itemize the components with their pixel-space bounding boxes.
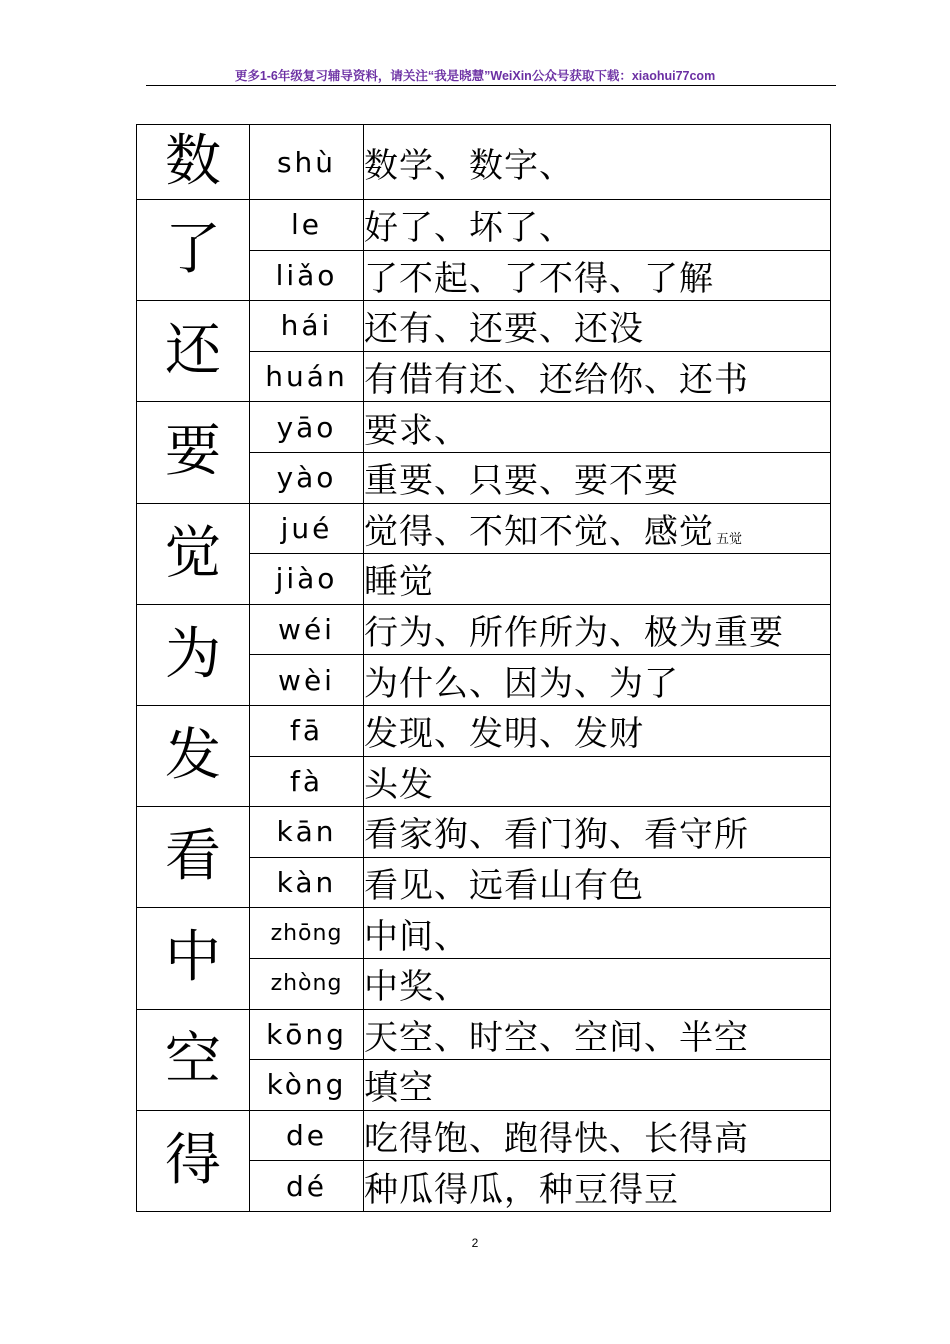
- pinyin-cell: jiào: [250, 554, 364, 605]
- pinyin-cell: hái: [250, 301, 364, 352]
- table-row: [137, 1009, 831, 1060]
- example-words-cell: 吃得饱、跑得快、长得高: [364, 1110, 831, 1161]
- hanzi-cell: 看: [137, 807, 250, 908]
- example-words-cell: 好了、坏了、: [364, 200, 831, 251]
- table-row: [137, 503, 831, 554]
- hanzi-cell: 空: [137, 1009, 250, 1110]
- example-words-cell: 为什么、因为、为了: [364, 655, 831, 706]
- pinyin-cell: yào: [250, 452, 364, 503]
- example-words-cell: 还有、还要、还没: [364, 301, 831, 352]
- pinyin-cell: fā: [250, 705, 364, 756]
- example-words-cell: 中奖、: [364, 958, 831, 1009]
- example-words-cell: 了不起、了不得、了解: [364, 250, 831, 301]
- hanzi-cell: 发: [137, 705, 250, 806]
- header-divider: [146, 85, 836, 86]
- example-words-cell: 种瓜得瓜，种豆得豆: [364, 1161, 831, 1212]
- pinyin-cell: liǎo: [250, 250, 364, 301]
- example-words-cell: [364, 503, 831, 554]
- pinyin-cell: jué: [250, 503, 364, 554]
- pinyin-cell: kōng: [250, 1009, 364, 1060]
- example-words-cell: 填空: [364, 1060, 831, 1111]
- pinyin-cell: huán: [250, 351, 364, 402]
- pinyin-cell: dé: [250, 1161, 364, 1212]
- table-row: [137, 125, 831, 200]
- pinyin-cell: kòng: [250, 1060, 364, 1111]
- example-words-cell: 看家狗、看门狗、看守所: [364, 807, 831, 858]
- example-words-cell: 有借有还、还给你、还书: [364, 351, 831, 402]
- table-row: [137, 604, 831, 655]
- pinyin-cell: zhōng: [250, 908, 364, 959]
- example-words-cell: 看见、远看山有色: [364, 857, 831, 908]
- hanzi-cell: 要: [137, 402, 250, 503]
- hanzi-cell: 得: [137, 1110, 250, 1211]
- page-header-banner: 更多1-6年级复习辅导资料，请关注“我是晓慧”WeiXin公众号获取下载：xiaohui77com: [234, 69, 716, 83]
- pinyin-cell: wèi: [250, 655, 364, 706]
- pinyin-cell: le: [250, 200, 364, 251]
- hanzi-cell: 为: [137, 604, 250, 705]
- example-words-cell: 睡觉: [364, 554, 831, 605]
- table-row: [137, 1110, 831, 1161]
- example-words-text: 觉得、不知不觉、感觉: [364, 511, 714, 552]
- hanzi-cell: 还: [137, 301, 250, 402]
- example-words-cell: 发现、发明、发财: [364, 705, 831, 756]
- polyphonic-character-table: [136, 124, 831, 1212]
- pinyin-cell: yāo: [250, 402, 364, 453]
- example-words-cell: 要求、: [364, 402, 831, 453]
- table-row: [137, 200, 831, 251]
- hanzi-cell: 数: [137, 125, 250, 200]
- pinyin-cell: kàn: [250, 857, 364, 908]
- page-number: 2: [471, 1236, 479, 1250]
- example-words-cell: 中间、: [364, 908, 831, 959]
- table-row: [137, 908, 831, 959]
- table-row: [137, 807, 831, 858]
- example-words-cell: 重要、只要、要不要: [364, 452, 831, 503]
- pinyin-cell: wéi: [250, 604, 364, 655]
- pinyin-cell: de: [250, 1110, 364, 1161]
- pinyin-cell: kān: [250, 807, 364, 858]
- example-words-cell: 行为、所作所为、极为重要: [364, 604, 831, 655]
- pinyin-cell: zhòng: [250, 958, 364, 1009]
- pinyin-cell: fà: [250, 756, 364, 807]
- hanzi-cell: 中: [137, 908, 250, 1009]
- example-words-cell: 天空、时空、空间、半空: [364, 1009, 831, 1060]
- table-row: [137, 301, 831, 352]
- example-words-cell: 数学、数字、: [364, 125, 831, 200]
- table-row: [137, 705, 831, 756]
- table-row: [137, 402, 831, 453]
- hanzi-cell: 觉: [137, 503, 250, 604]
- pinyin-cell: shù: [250, 125, 364, 200]
- example-words-cell: 头发: [364, 756, 831, 807]
- annotation-note: 五觉: [716, 531, 743, 547]
- hanzi-cell: 了: [137, 200, 250, 301]
